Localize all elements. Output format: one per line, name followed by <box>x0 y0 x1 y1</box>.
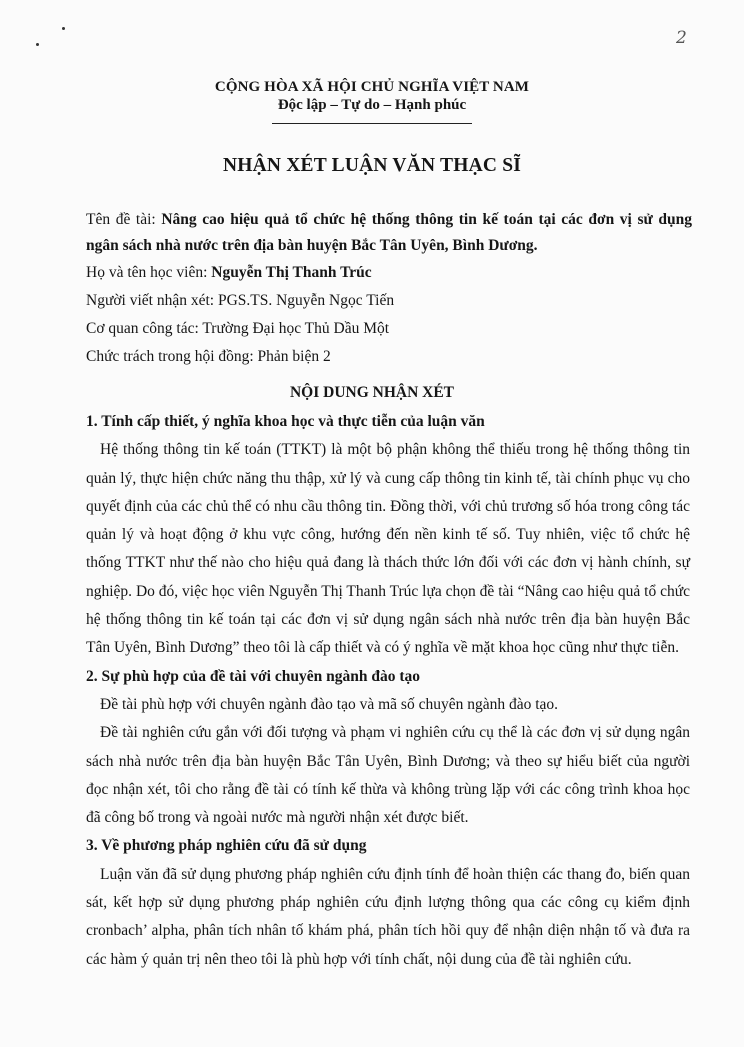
section-heading: 1. Tính cấp thiết, ý nghĩa khoa học và thực tiễn của luận văn <box>86 413 485 430</box>
scan-speck <box>36 43 39 46</box>
section-relevance <box>86 663 690 833</box>
document-title: NHẬN XÉT LUẬN VĂN THẠC SĨ <box>222 155 522 176</box>
paragraph: Hệ thống thông tin kế toán (TTKT) là một bộ phận không thể thiếu trong hệ thống thông tin quản lý, thực hiện chức năng thu thập, xử lý và cung cấp thông tin kinh tế, tài chính phục vụ cho quyết định của các chủ thể có nhu cầu thông tin. Đồng thời, với chủ trương số hóa trong công tác quản lý và hoạt động ở khu vực công, hướng đến nền kinh tế số. Tuy nhiên, việc tổ chức hệ thống TTKT như thế nào cho hiệu quả đang là thách thức lớn đối với các đơn vị hành chính, sự nghiệp. Do đó, việc học viên Nguyễn Thị Thanh Trúc lựa chọn đề tài “Nâng cao hiệu quả tổ chức hệ thống thông tin kế toán tại các đơn vị sử dụng ngân sách nhà nước trên địa bàn huyện Bắc Tân Uyên, Bình Dương” theo tôi là cấp thiết và có ý nghĩa về mặt khoa học cũng như thực tiễn. <box>86 441 690 657</box>
scan-speck <box>62 27 65 30</box>
topic-label: Tên đề tài: <box>86 211 162 228</box>
paragraph: Đề tài phù hợp với chuyên ngành đào tạo và mã số chuyên ngành đào tạo. <box>100 695 559 713</box>
reviewer-line: Người viết nhận xét: PGS.TS. Nguyễn Ngọc Tiến <box>86 292 395 309</box>
review-body <box>86 408 690 974</box>
role-line: Chức trách trong hội đồng: Phản biện 2 <box>86 348 331 365</box>
thesis-metadata <box>86 207 692 371</box>
topic-value: Nâng cao hiệu quả tổ chức hệ thống thông tin kế toán tại các đơn vị sử dụng ngân sách nhà nước trên địa bàn huyện Bắc Tân Uyên, Bình Dương. <box>86 211 693 254</box>
handwritten-page-number: 2 <box>676 28 687 48</box>
nation-name: CỘNG HÒA XÃ HỘI CHỦ NGHĨA VIỆT NAM <box>214 79 530 95</box>
organization-line: Cơ quan công tác: Trường Đại học Thủ Dầu Một <box>86 320 390 337</box>
section-methodology <box>86 832 690 973</box>
topic-line <box>86 207 692 259</box>
section-heading: 2. Sự phù hợp của đề tài với chuyên ngành đào tạo <box>86 667 420 685</box>
paragraph: Đề tài nghiên cứu gắn với đối tượng và phạm vi nghiên cứu cụ thể là các đơn vị sử dụng ngân sách nhà nước trên địa bàn huyện Bắc Tân Uyên, Bình Dương; và theo sự hiểu biết của người đọc nhận xét, tôi cho rằng đề tài có tính kế thừa và không trùng lặp với các công trình khoa học đã công bố trong và ngoài nước mà người nhận xét được biết. <box>86 724 690 827</box>
section-heading: 3. Về phương pháp nghiên cứu đã sử dụng <box>86 837 367 855</box>
student-name: Nguyễn Thị Thanh Trúc <box>211 264 372 281</box>
student-line <box>86 259 692 287</box>
header-divider <box>272 123 472 124</box>
content-heading: NỘI DUNG NHẬN XÉT <box>289 384 455 401</box>
student-label: Họ và tên học viên: <box>86 264 212 281</box>
national-header <box>0 78 744 124</box>
section-urgency <box>86 408 690 663</box>
national-motto: Độc lập – Tự do – Hạnh phúc <box>277 97 467 113</box>
paragraph: Luận văn đã sử dụng phương pháp nghiên cứu định tính để hoàn thiện các thang đo, biến quan sát, kết hợp sử dụng phương pháp nghiên cứu định lượng thông qua các công cụ kiểm định cronbach’ alpha, phân tích nhân tố khám phá, phân tích hồi quy để nhận diện nhận tố và đưa ra các hàm ý quản trị nên theo tôi là phù hợp với tính chất, nội dung của đề tài nghiên cứu. <box>86 865 690 968</box>
